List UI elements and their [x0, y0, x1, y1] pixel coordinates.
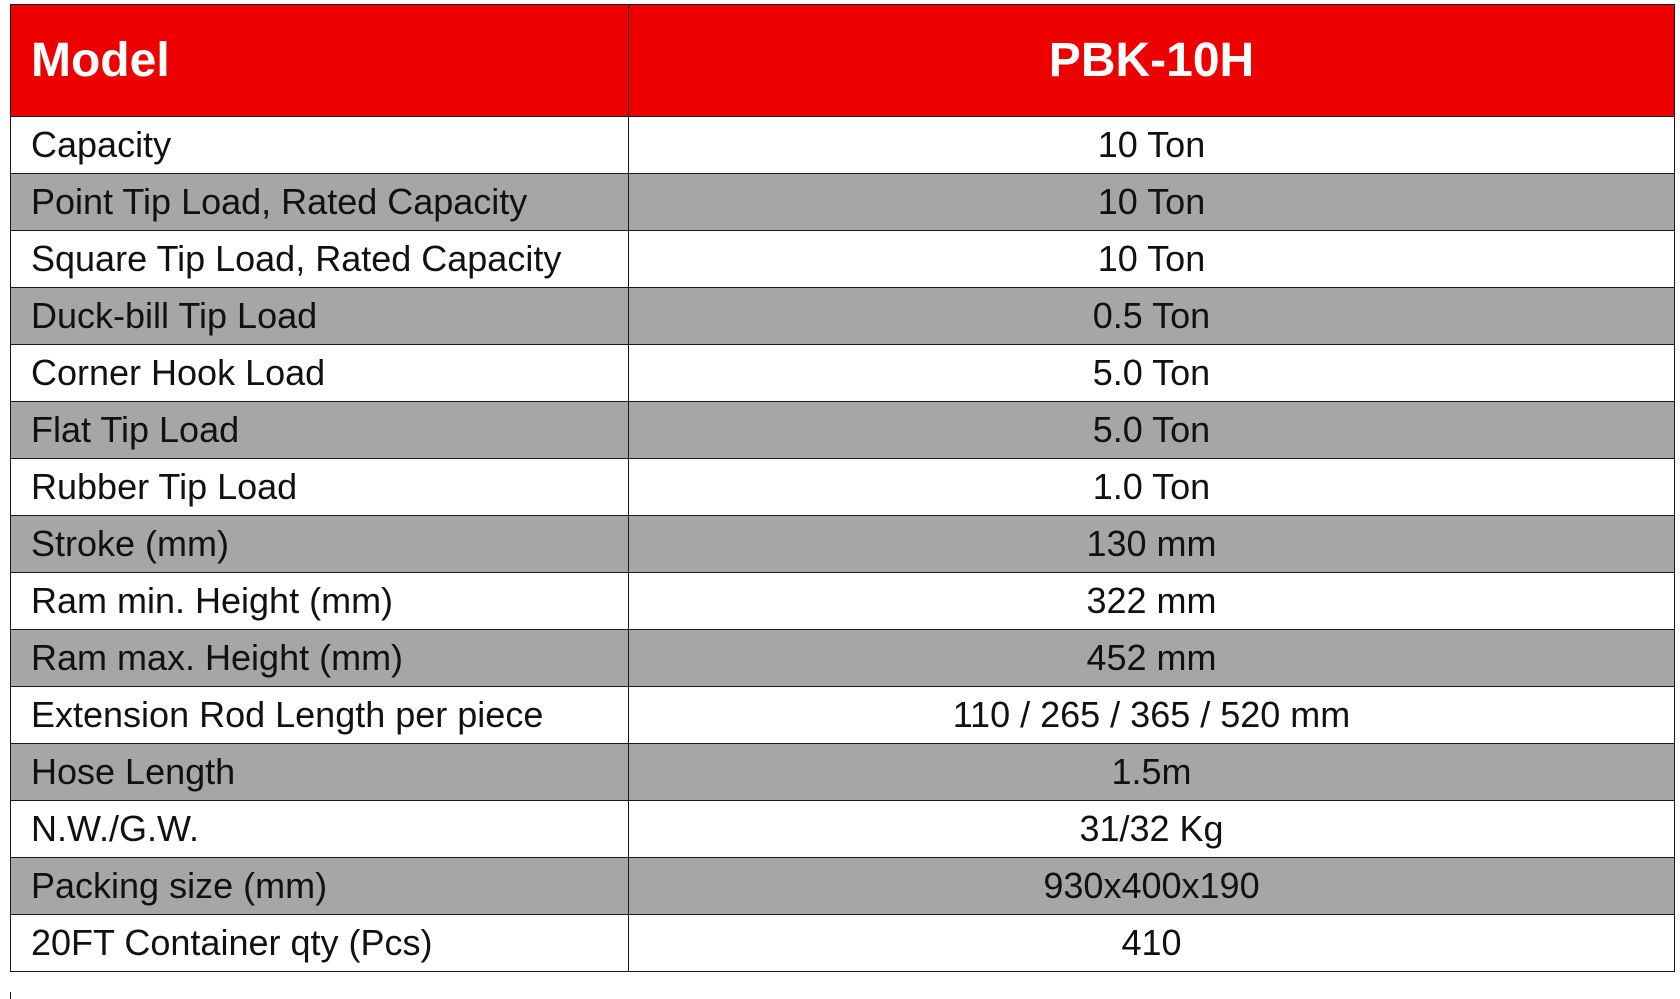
table-row — [11, 117, 1675, 174]
table-row — [11, 231, 1675, 288]
row-label: Corner Hook Load — [11, 345, 629, 402]
row-value: 452 mm — [629, 630, 1675, 687]
table-header-row — [11, 5, 1675, 117]
table-row — [11, 801, 1675, 858]
header-label: Model — [11, 5, 629, 117]
table-row — [11, 744, 1675, 801]
row-label: Ram max. Height (mm) — [11, 630, 629, 687]
row-label: Packing size (mm) — [11, 858, 629, 915]
spec-table — [10, 4, 1675, 972]
table-body — [11, 117, 1675, 972]
table-row — [11, 573, 1675, 630]
row-value: 110 / 265 / 365 / 520 mm — [629, 687, 1675, 744]
table-row — [11, 915, 1675, 972]
row-label: Capacity — [11, 117, 629, 174]
row-label: Stroke (mm) — [11, 516, 629, 573]
row-value: 322 mm — [629, 573, 1675, 630]
table-row — [11, 459, 1675, 516]
row-value: 410 — [629, 915, 1675, 972]
row-label: Extension Rod Length per piece — [11, 687, 629, 744]
row-value: 10 Ton — [629, 231, 1675, 288]
row-value: 5.0 Ton — [629, 402, 1675, 459]
header-value: PBK-10H — [629, 5, 1675, 117]
row-value: 5.0 Ton — [629, 345, 1675, 402]
table-row — [11, 687, 1675, 744]
table-row — [11, 402, 1675, 459]
table-row — [11, 516, 1675, 573]
row-label: Hose Length — [11, 744, 629, 801]
table-row — [11, 345, 1675, 402]
table-row — [11, 630, 1675, 687]
row-label: Rubber Tip Load — [11, 459, 629, 516]
row-label: Duck-bill Tip Load — [11, 288, 629, 345]
row-label: N.W./G.W. — [11, 801, 629, 858]
row-value: 31/32 Kg — [629, 801, 1675, 858]
row-value: 0.5 Ton — [629, 288, 1675, 345]
row-value: 1.0 Ton — [629, 459, 1675, 516]
table-row — [11, 858, 1675, 915]
table-row — [11, 288, 1675, 345]
table-row — [11, 174, 1675, 231]
row-label: Point Tip Load, Rated Capacity — [11, 174, 629, 231]
row-label: 20FT Container qty (Pcs) — [11, 915, 629, 972]
row-value: 10 Ton — [629, 174, 1675, 231]
row-label: Flat Tip Load — [11, 402, 629, 459]
row-value: 10 Ton — [629, 117, 1675, 174]
row-value: 1.5m — [629, 744, 1675, 801]
row-value: 930x400x190 — [629, 858, 1675, 915]
row-value: 130 mm — [629, 516, 1675, 573]
row-label: Ram min. Height (mm) — [11, 573, 629, 630]
page-edge-mark — [10, 992, 11, 999]
row-label: Square Tip Load, Rated Capacity — [11, 231, 629, 288]
